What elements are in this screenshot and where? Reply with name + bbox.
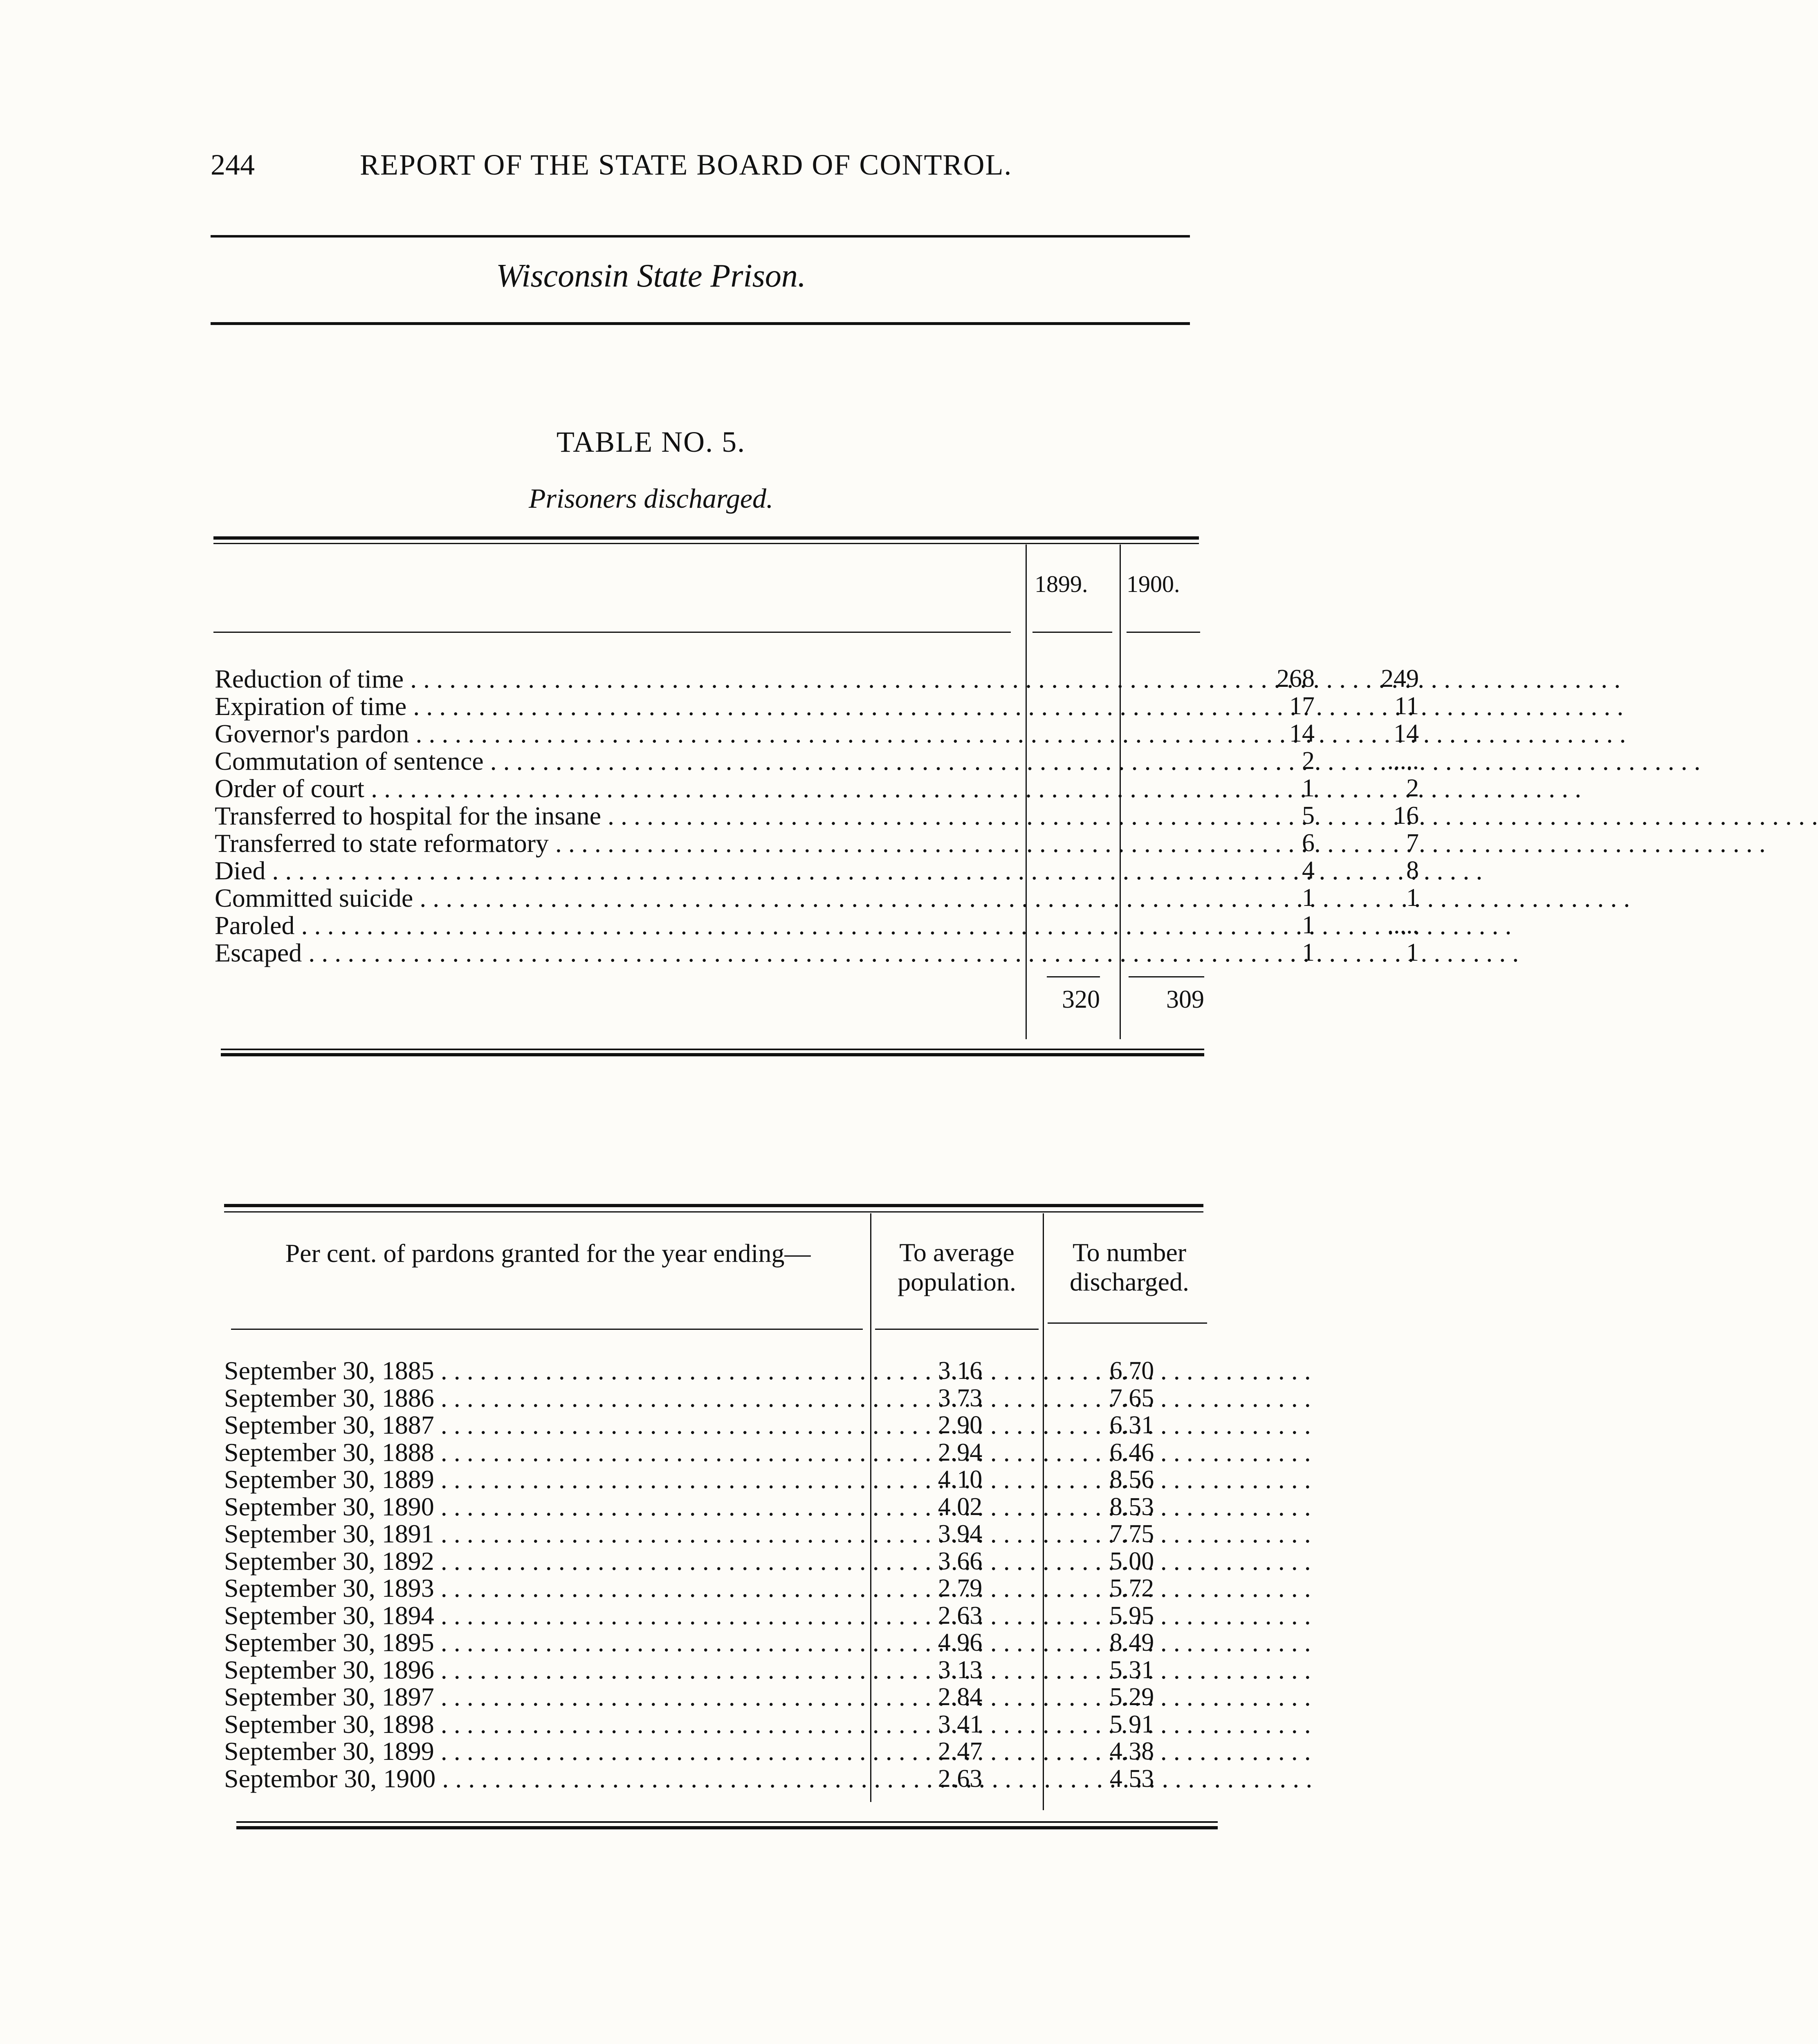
value-discharged: 5.31 <box>1109 1656 1154 1684</box>
value-average: 3.13 <box>938 1656 983 1684</box>
header-rule-bottom <box>211 322 1190 325</box>
value-average: 3 66 <box>938 1547 983 1575</box>
value-1900: 14 <box>1394 719 1419 747</box>
table-bottom-rule <box>221 1049 1204 1050</box>
row-label: September 30, 1887 . . . <box>224 1412 866 1439</box>
value-discharged: 7.65 <box>1109 1384 1154 1412</box>
row-label: Committed suicide . . . <box>215 884 1018 912</box>
value-1900: 11 <box>1394 692 1419 720</box>
value-1900: 1 <box>1406 884 1419 912</box>
value-1899: 1 <box>1302 939 1315 966</box>
row-label: September 30, 1885 . . . <box>224 1357 866 1385</box>
table-subtitle: Prisoners discharged. <box>528 483 774 514</box>
value-average: 4.02 <box>938 1493 983 1521</box>
row-label: September 30, 1890 . . . <box>224 1493 866 1521</box>
value-average: 3.73 <box>938 1384 983 1412</box>
running-head: REPORT OF THE STATE BOARD OF CONTROL. <box>360 148 1012 181</box>
row-label: Reduction of time . . . <box>215 665 1018 693</box>
value-1900: 16 <box>1394 802 1419 829</box>
value-1900: 1 <box>1406 939 1419 966</box>
value-discharged: 5.29 <box>1109 1683 1154 1711</box>
row-label: Transferred to state reformatory . . . <box>215 829 1018 857</box>
row-label: September 30, 1897 . . . <box>224 1683 866 1711</box>
value-1899: 14 <box>1289 719 1315 747</box>
value-discharged: 5.72 <box>1109 1574 1154 1602</box>
value-discharged: 4.38 <box>1109 1737 1154 1765</box>
table-bottom-rule <box>236 1826 1218 1829</box>
row-label: Septembor 30, 1900 . . . <box>224 1765 866 1793</box>
row-label: Governor's pardon . . . <box>215 720 1018 747</box>
value-1900: 7 <box>1406 829 1419 857</box>
value-average: 2.47 <box>938 1737 983 1765</box>
total-rule <box>1047 976 1100 977</box>
row-label: Transferred to hospital for the insane . . . <box>215 802 1018 829</box>
row-label: September 30, 1891 . . . <box>224 1520 866 1548</box>
row-label: September 30, 1889 . . . <box>224 1466 866 1493</box>
value-1900: ..... <box>1387 911 1419 939</box>
value-average: 4.10 <box>938 1466 983 1493</box>
header-underline <box>1048 1322 1207 1324</box>
value-1900: ..... <box>1387 747 1419 775</box>
table-bottom-rule <box>221 1053 1204 1056</box>
value-1900: 8 <box>1406 856 1419 884</box>
value-average: 2.63 <box>938 1601 983 1629</box>
header-period: Per cent. of pardons granted for the year ending— <box>285 1239 811 1268</box>
value-1899: 6 <box>1302 829 1315 857</box>
value-1899: 1 <box>1302 774 1315 802</box>
table-bottom-rule <box>236 1821 1218 1823</box>
row-label: Expiration of time . . . <box>215 693 1018 720</box>
header-underline <box>1032 632 1112 633</box>
value-average: 3.94 <box>938 1520 983 1548</box>
row-label: Paroled . . . <box>215 912 1018 939</box>
header-number-discharged: To number discharged. <box>1069 1238 1190 1296</box>
total-rule <box>1129 976 1204 977</box>
value-1900: 249 <box>1381 665 1419 693</box>
value-1900: 2 <box>1406 774 1419 802</box>
value-discharged: 5.95 <box>1109 1601 1154 1629</box>
value-average: 2.94 <box>938 1438 983 1466</box>
value-discharged: 6.70 <box>1109 1357 1154 1385</box>
section-title: Wisconsin State Prison. <box>496 258 806 294</box>
table-top-rule <box>213 536 1199 540</box>
row-label: Order of court . . . <box>215 775 1018 802</box>
value-1899: 17 <box>1289 692 1315 720</box>
value-average: 2.90 <box>938 1411 983 1439</box>
row-label: Escaped . . . <box>215 939 1018 966</box>
table-top-rule <box>224 1204 1203 1207</box>
page-number: 244 <box>211 148 255 181</box>
total-1899: 320 <box>1062 986 1100 1013</box>
value-1899: 4 <box>1302 856 1315 884</box>
value-discharged: 6.31 <box>1109 1411 1154 1439</box>
row-label: September 30, 1886 . . . <box>224 1385 866 1412</box>
value-discharged: 8.49 <box>1109 1629 1154 1656</box>
value-1899: 1 <box>1302 911 1315 939</box>
value-average: 2.79 <box>938 1574 983 1602</box>
column-header-1900: 1900. <box>1127 571 1180 597</box>
header-underline <box>875 1329 1039 1330</box>
header-underline <box>213 632 1011 633</box>
row-label: September 30, 1899 . . . <box>224 1738 866 1765</box>
row-label: September 30, 1895 . . . <box>224 1629 866 1656</box>
table-top-rule-thin <box>224 1211 1203 1213</box>
value-1899: 2 <box>1302 747 1315 775</box>
row-label: September 30, 1893 . . . <box>224 1575 866 1602</box>
table-top-rule-thin <box>213 543 1199 544</box>
value-average: 4.96 <box>938 1629 983 1656</box>
table-title: TABLE NO. 5. <box>556 426 746 458</box>
value-discharged: 5 91 <box>1109 1710 1154 1738</box>
value-discharged: 8.53 <box>1109 1493 1154 1521</box>
header-underline <box>231 1329 863 1330</box>
value-discharged: 8.56 <box>1109 1466 1154 1493</box>
value-average: 3.16 <box>938 1357 983 1385</box>
row-label: September 30, 1898 . . . <box>224 1711 866 1738</box>
row-label: Commutation of sentence . . . <box>215 747 1018 775</box>
header-underline <box>1127 632 1200 633</box>
value-1899: 268 <box>1277 665 1315 693</box>
row-label: September 30, 1896 . . . <box>224 1656 866 1684</box>
value-1899: 1 <box>1302 884 1315 912</box>
value-average: 2.63 <box>938 1764 983 1793</box>
value-discharged: 4 53 <box>1109 1764 1154 1793</box>
value-discharged: 7.75 <box>1109 1520 1154 1548</box>
value-discharged: 6.46 <box>1109 1438 1154 1466</box>
row-label: September 30, 1888 . . . <box>224 1439 866 1466</box>
value-average: 3.41 <box>938 1710 983 1738</box>
column-header-1899: 1899. <box>1035 571 1088 597</box>
total-1900: 309 <box>1166 986 1204 1013</box>
header-rule-top <box>211 235 1190 238</box>
row-label: Died . . . <box>215 857 1018 884</box>
value-1899: 5 <box>1302 802 1315 829</box>
value-discharged: 5.00 <box>1109 1547 1154 1575</box>
row-label: September 30, 1894 . . . <box>224 1602 866 1629</box>
value-average: 2.84 <box>938 1683 983 1711</box>
row-label: September 30, 1892 . . . <box>224 1548 866 1575</box>
header-average-population: To average population. <box>898 1238 1016 1296</box>
